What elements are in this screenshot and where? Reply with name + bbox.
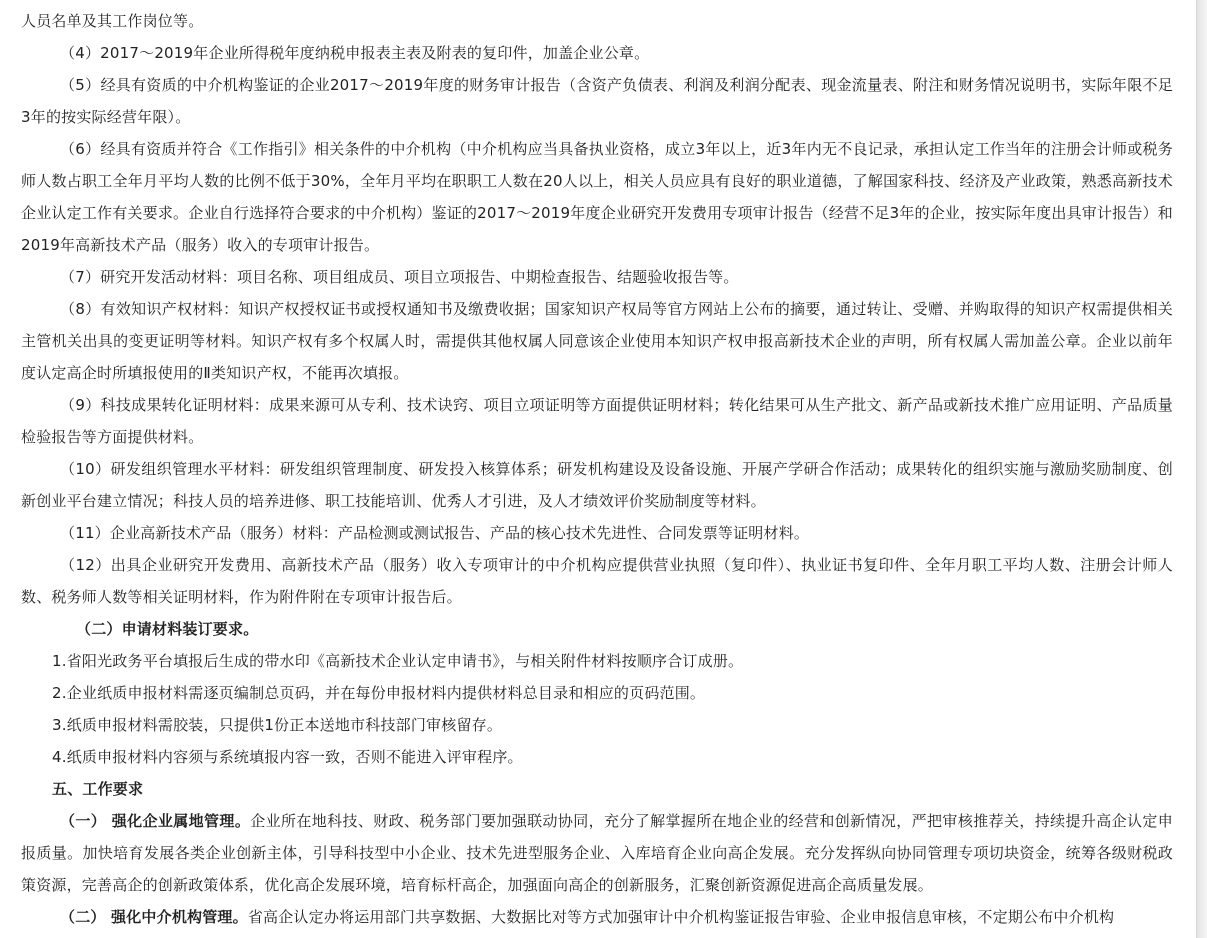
section-item-1-text: 企业所在地科技、财政、税务部门要加强联动协同，充分了解掌握所在地企业的经营和创新情况，严把审核推荐关，持续提升高企认定申报质量。加快培育发展各类企业创新主体，引导科技型中小企业、技术先进型服务企业、入库培育企业向高企发展。充分发挥纵向协同管理专项切块资金，统筹各级财税政策资源，完善高企的创新政策体系，优化高企发展环境，培育标杆高企，加强面向高企的创新服务，汇聚创新资源促进高企高质量发展。 [21, 812, 1173, 894]
page-edge-scrollbar[interactable] [1196, 0, 1207, 938]
section-item-2 [21, 901, 1173, 933]
section-item-1 [21, 805, 1173, 901]
list-item-2: 2.企业纸质申报材料需逐页编制总页码，并在每份申报材料内提供材料总目录和相应的页码范围。 [52, 684, 706, 702]
document-body [21, 5, 1173, 933]
paragraph-item-11: （11）企业高新技术产品（服务）材料：产品检测或测试报告、产品的核心技术先进性、合同发票等证明材料。 [60, 524, 810, 542]
section-item-1-lead: （一） 强化企业属地管理。 [60, 812, 251, 830]
section-item-2-lead: （二） 强化中介机构管理。 [60, 908, 248, 926]
paragraph-item-4: （4）2017～2019年企业所得税年度纳税申报表主表及附表的复印件，加盖企业公章。 [60, 44, 650, 62]
paragraph-item-7: （7）研究开发活动材料：项目名称、项目组成员、项目立项报告、中期检查报告、结题验收报告等。 [60, 268, 739, 286]
section-heading-work-requirements: 五、工作要求 [52, 780, 144, 798]
paragraph-item-5: （5）经具有资质的中介机构鉴证的企业2017～2019年度的财务审计报告（含资产负债表、利润及利润分配表、现金流量表、附注和财务情况说明书，实际年限不足3年的按实际经营年限）。 [21, 76, 1173, 126]
section-item-2-text: 省高企认定办将运用部门共享数据、大数据比对等方式加强审计中介机构鉴证报告审验、企业申报信息审核，不定期公布中介机构 [247, 908, 1115, 926]
list-item-4: 4.纸质申报材料内容须与系统填报内容一致，否则不能进入评审程序。 [52, 748, 523, 766]
paragraph-item-10: （10）研发组织管理水平材料：研发组织管理制度、研发投入核算体系；研发机构建设及设备设施、开展产学研合作活动；成果转化的组织实施与激励奖励制度、创新创业平台建立情况；科技人员的培养进修、职工技能培训、优秀人才引进，及人才绩效评价奖励制度等材料。 [21, 460, 1173, 510]
paragraph-item-12: （12）出具企业研究开发费用、高新技术产品（服务）收入专项审计的中介机构应提供营业执照（复印件）、执业证书复印件、全年月职工平均人数、注册会计师人数、税务师人数等相关证明材料，作为附件附在专项审计报告后。 [21, 556, 1173, 606]
paragraph-continuation: 人员名单及其工作岗位等。 [21, 12, 204, 30]
paragraph-item-8: （8）有效知识产权材料：知识产权授权证书或授权通知书及缴费收据；国家知识产权局等官方网站上公布的摘要，通过转让、受赠、并购取得的知识产权需提供相关主管机关出具的变更证明等材料。知识产权有多个权属人时，需提供其他权属人同意该企业使用本知识产权申报高新技术企业的声明，所有权属人需加盖公章。企业以前年度认定高企时所填报使用的Ⅱ类知识产权，不能再次填报。 [21, 300, 1173, 382]
list-item-3: 3.纸质申报材料需胶装，只提供1份正本送地市科技部门审核留存。 [52, 716, 503, 734]
paragraph-item-9: （9）科技成果转化证明材料：成果来源可从专利、技术诀窍、项目立项证明等方面提供证明材料；转化结果可从生产批文、新产品或新技术推广应用证明、产品质量检验报告等方面提供材料。 [21, 396, 1173, 446]
paragraph-item-6: （6）经具有资质并符合《工作指引》相关条件的中介机构（中介机构应当具备执业资格，成立3年以上，近3年内无不良记录，承担认定工作当年的注册会计师或税务师人数占职工全年月平均人数的比例不低于30%，全年月平均在职职工人数在20人以上，相关人员应具有良好的职业道德，了解国家科技、经济及产业政策，熟悉高新技术企业认定工作有关要求。企业自行选择符合要求的中介机构）鉴证的2017～2019年度企业研究开发费用专项审计报告（经营不足3年的企业，按实际年度出具审计报告）和2019年高新技术产品（服务）收入的专项审计报告。 [21, 140, 1173, 254]
subheading-binding-requirements: （二）申请材料装订要求。 [76, 620, 259, 638]
list-item-1: 1.省阳光政务平台填报后生成的带水印《高新技术企业认定申请书》，与相关附件材料按顺序合订成册。 [52, 652, 744, 670]
